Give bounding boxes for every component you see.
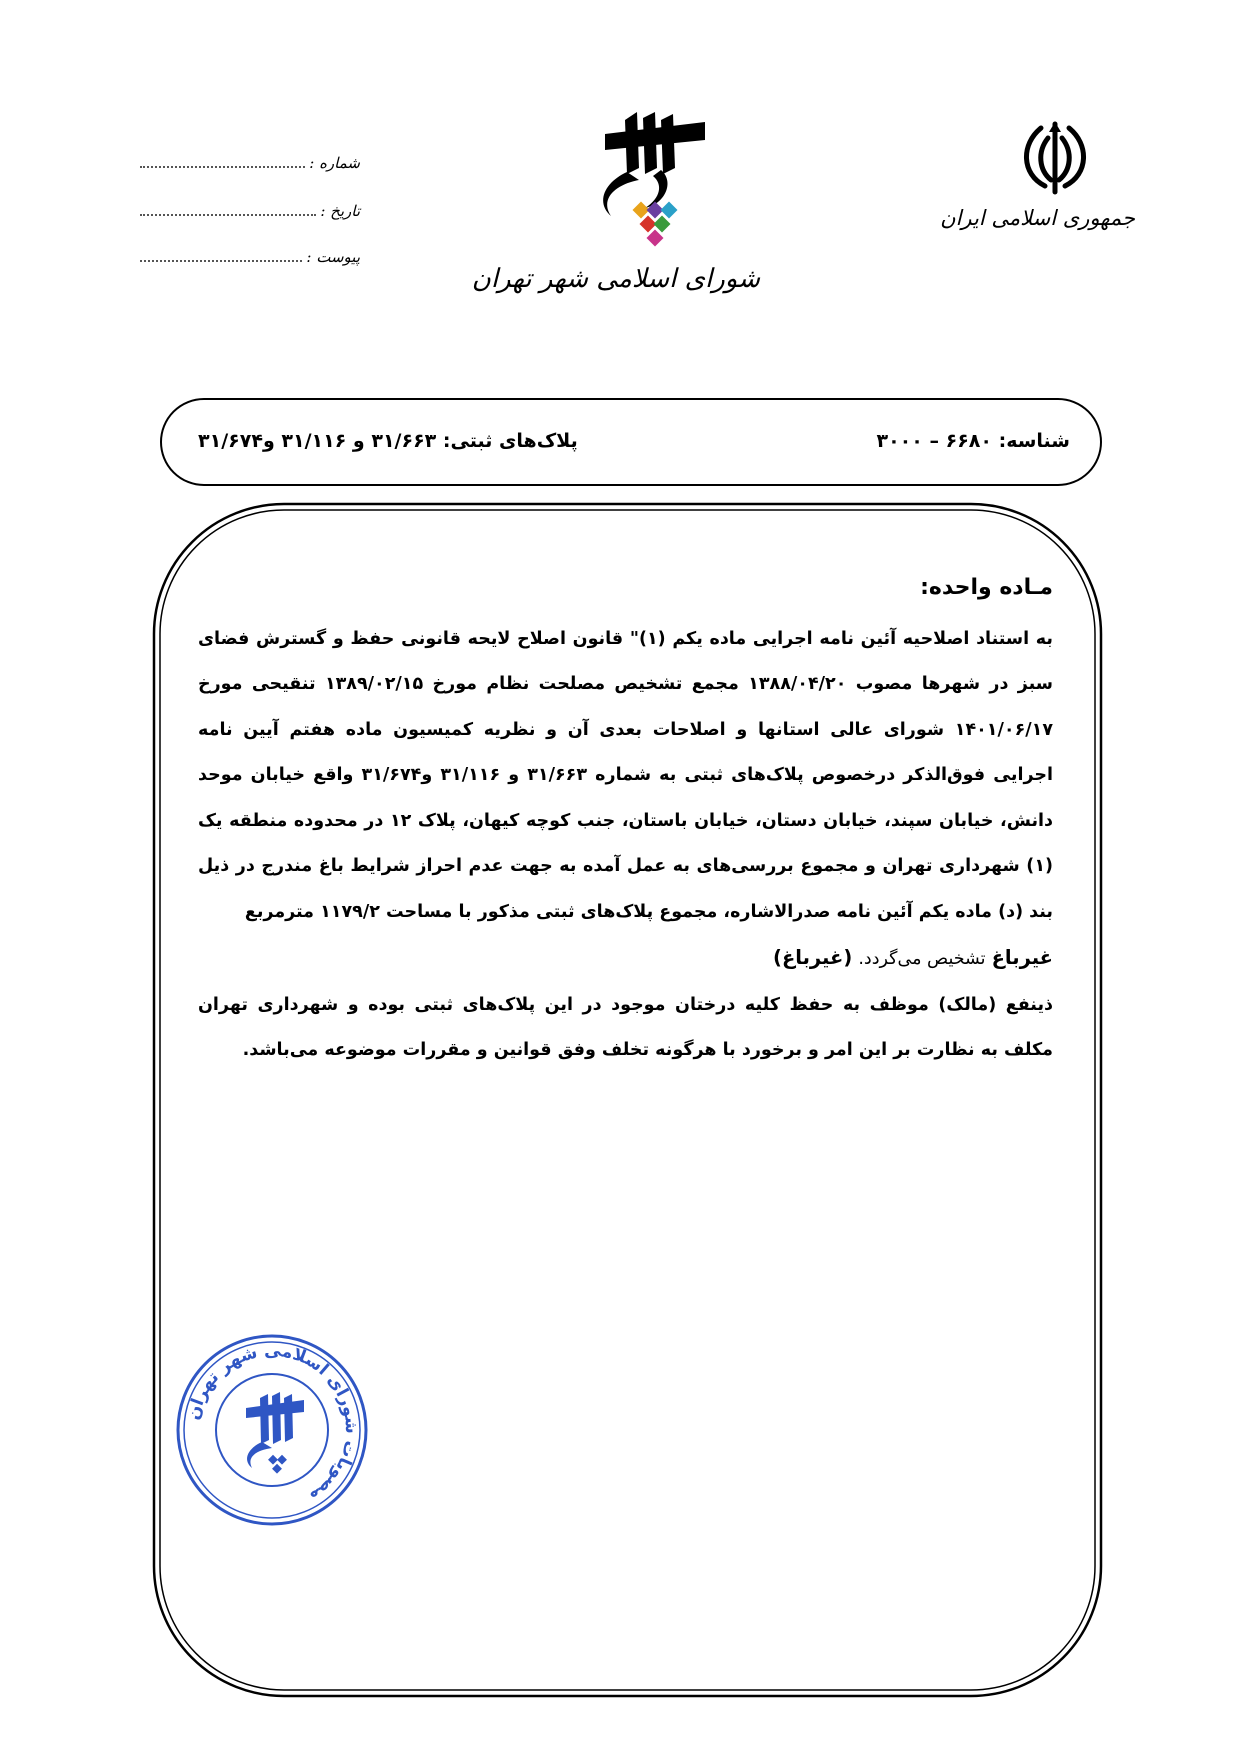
emblem-caption: جمهوری اسلامی ایران	[940, 206, 1135, 230]
section-heading: مـاده واحده:	[920, 575, 1053, 600]
paragraph-main	[198, 617, 1053, 983]
seal-icon	[172, 1330, 372, 1530]
id-box	[160, 398, 1102, 486]
svg-text:مصوبات شورای اسلامی شهر تهران	[184, 1341, 362, 1507]
council-caption: شورای اسلامی شهر تهران	[471, 264, 760, 294]
iran-emblem	[940, 120, 1135, 230]
paragraph-obligation: ذینفع (مالک) موظف به حفظ کلیه درختان موجود در این پلاک‌های ثبتی بوده و شهرداری تهران مکلف به نظارت بر این امر و برخورد با هرگونه تخلف وفق قوانین و مقررات موضوعه می‌باشد.	[198, 994, 1053, 1060]
paragraph-main-text: به استناد اصلاحیه آئین نامه اجرایی ماده یکم (۱)" قانون اصلاح لایحه قانونی حفظ و گسترش فضای سبز در شهرها مصوب ۱۳۸۸/۰۴/۲۰ مجمع تشخیص مصلحت نظام مورخ ۱۳۸۹/۰۲/۱۵ تنقیحی مورخ ۱۴۰۱/۰۶/۱۷ شورای عالی استانها و اصلاحات بعدی آن و نظریه کمیسیون ماده هفتم آیین نامه اجرایی فوق‌الذکر درخصوص پلاک‌های ثبتی به شماره ۳۱/۶۶۳ و ۳۱/۱۱۶ و۳۱/۶۷۴ واقع خیابان موحد دانش، خیابان سپند، خیابان دستان، خیابان باستان، جنب کوچه کیهان، پلاک ۱۲ در محدوده منطقه یک (۱) شهرداری تهران و مجموع بررسی‌های به عمل آمده به جهت عدم احراز شرایط باغ مندرج در ذیل بند (د) ماده یکم آئین نامه صدرالاشاره، مجموع پلاک‌های ثبتی مذکور با مساحت ۱۱۷۹/۲ مترمربع	[198, 628, 1054, 922]
number-label: شماره :	[309, 154, 360, 172]
date-dotted-line	[140, 214, 316, 216]
date-label: تاریخ :	[320, 202, 360, 220]
attachment-label: پیوست :	[306, 248, 360, 266]
attachment-field	[140, 236, 360, 266]
number-dotted-line	[140, 166, 305, 168]
verdict-word: غیرباغ	[991, 946, 1053, 969]
verdict-paren: (غیرباغ)	[773, 946, 853, 969]
seal-text: مصوبات شورای اسلامی شهر تهران	[183, 1340, 362, 1507]
council-seal	[172, 1330, 372, 1530]
decision-content	[198, 565, 1053, 1074]
verdict-text: تشخیص می‌گردد.	[858, 949, 986, 969]
attachment-dotted-line	[140, 260, 302, 262]
council-logo	[471, 112, 760, 294]
iran-emblem-icon	[1015, 120, 1095, 200]
date-field	[140, 190, 360, 220]
registration-plaques: پلاک‌های ثبتی: ۳۱/۶۶۳ و ۳۱/۱۱۶ و۳۱/۶۷۴	[198, 430, 578, 452]
number-field	[140, 142, 360, 172]
document-code: شناسه: ۶۶۸۰ – ۳۰۰۰	[876, 430, 1070, 452]
council-logo-icon	[565, 112, 715, 262]
